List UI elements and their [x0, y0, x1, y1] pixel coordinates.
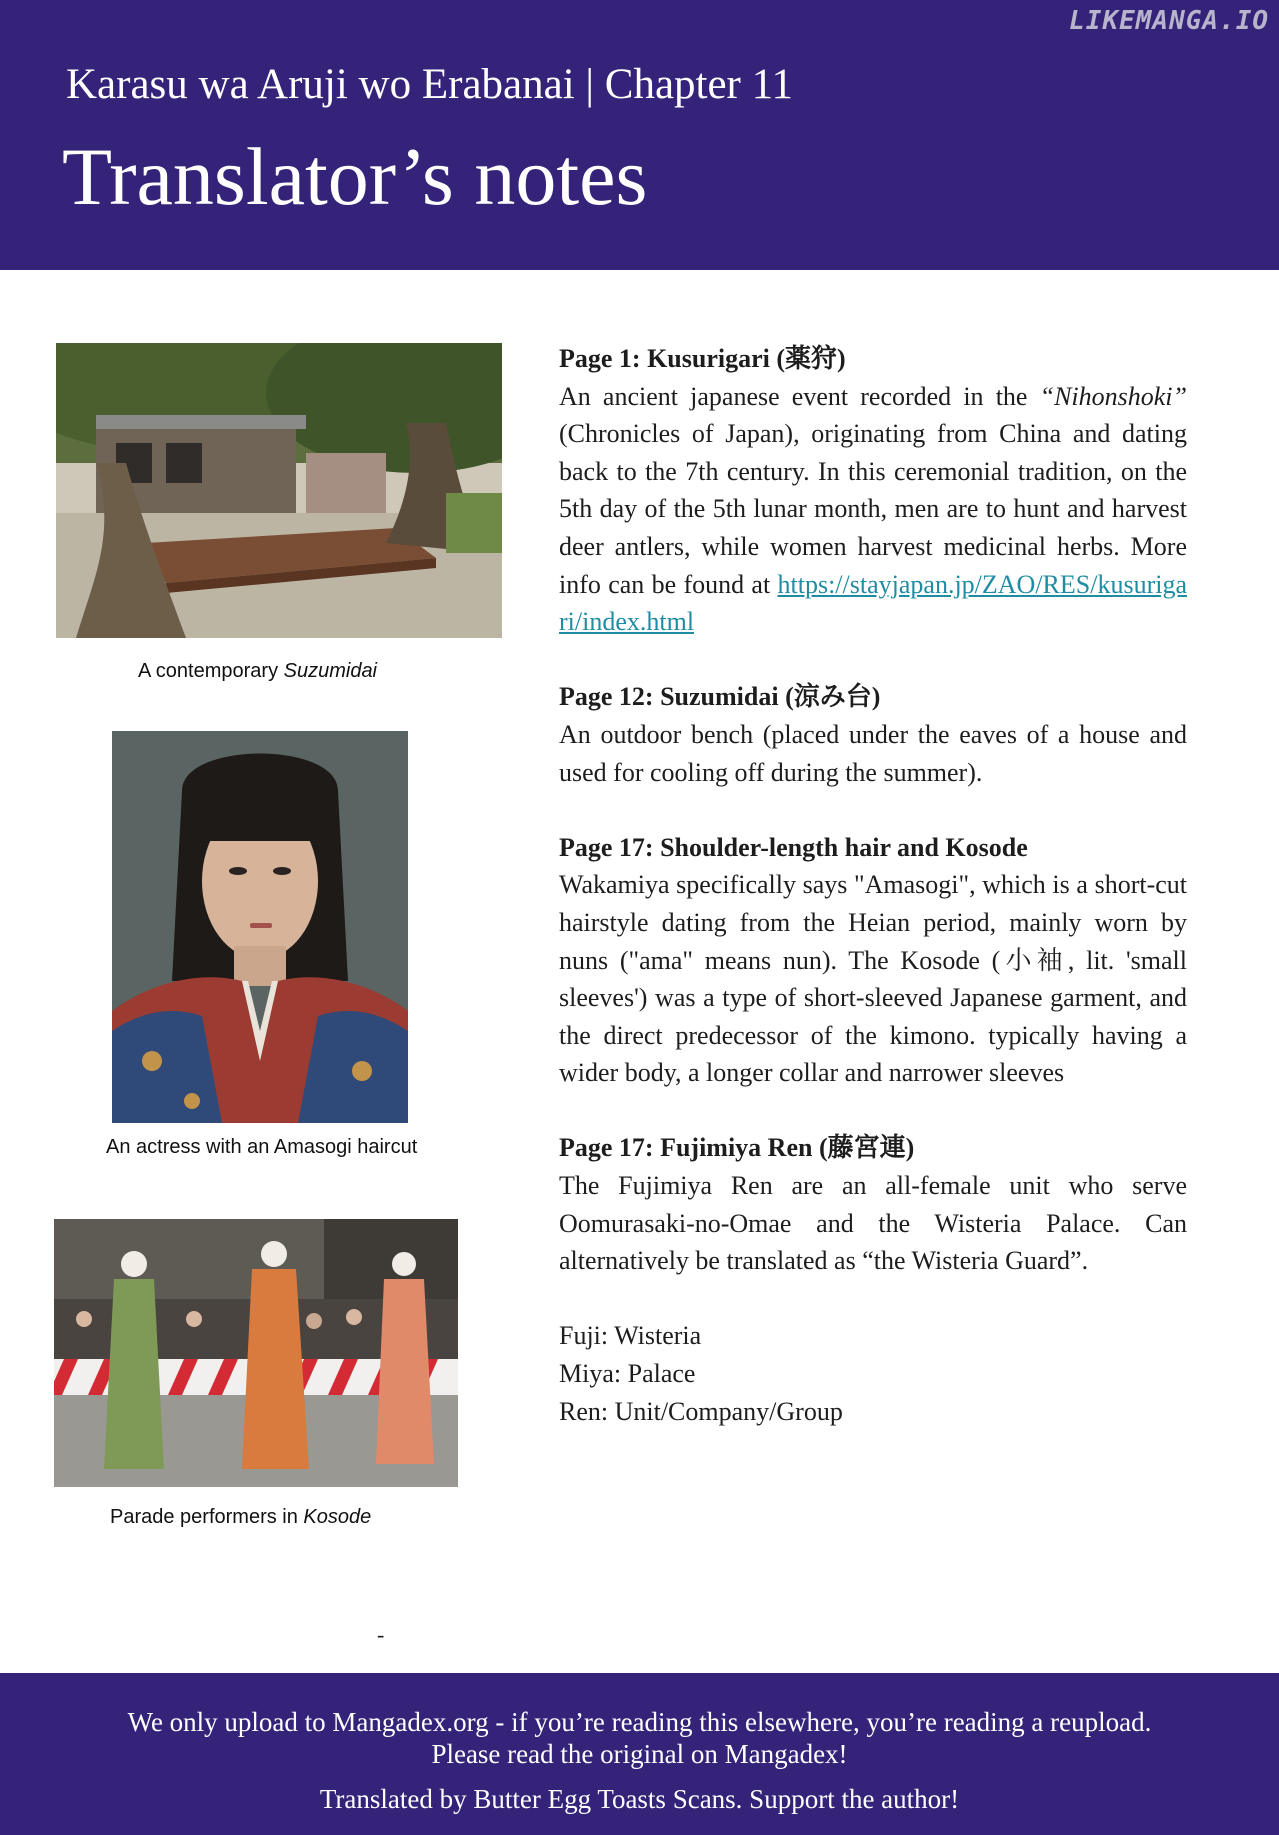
note-text: Wakamiya specifically says "Amasogi", which is a short-cut hairstyle dating from the Heian period, mainly worn by nuns ("ama" means nun). The Kosode (小袖, lit. 'small sleeves') was a type of short-sleeved Japanese garment, and the direct predecessor of the kimono. typically having a wider body, a longer collar and narrower sleeves: [559, 870, 1187, 1088]
chapter-subtitle: Karasu wa Aruji wo Erabanai | Chapter 11: [66, 61, 794, 108]
note-amasogi-kosode: [559, 829, 1187, 1092]
term-fuji: Fuji: Wisteria: [559, 1321, 702, 1351]
note-kusurigari: [559, 340, 1187, 641]
note-title: Page 17: Fujimiya Ren (藤宮連): [559, 1133, 915, 1163]
parade-photo: [54, 1219, 458, 1487]
term-miya: Miya: Palace: [559, 1359, 696, 1389]
note-title: Page 12: Suzumidai (涼み台): [559, 682, 881, 712]
footer-read-original: Please read the original on Mangadex!: [431, 1739, 848, 1769]
footer-banner: [0, 1673, 1279, 1835]
caption-text: An actress with an Amasogi haircut: [106, 1136, 418, 1158]
caption-italic: Kosode: [303, 1506, 372, 1528]
caption-suzumidai: [138, 660, 377, 683]
footer-upload-notice: We only upload to Mangadex.org - if you’re reading this elsewhere, you’re reading a reupload.: [127, 1707, 1152, 1737]
suzumidai-photo: [56, 343, 502, 638]
page-title: Translator’s notes: [62, 131, 648, 222]
caption-italic: Suzumidai: [283, 660, 378, 682]
note-text: An outdoor bench (placed under the eaves of a house and used for cooling off during the summer).: [559, 719, 1187, 787]
caption-text: A contemporary: [138, 660, 284, 682]
kusurigari-info-link[interactable]: https://stayjapan.jp/ZAO/RES/kusurigari/index.html: [559, 569, 1187, 637]
watermark: LIKEMANGA.IO: [1069, 6, 1269, 36]
separator-dash: -: [377, 1622, 385, 1647]
caption-text: Parade performers in: [110, 1506, 304, 1528]
note-text-part: An ancient japanese event recorded in the: [559, 381, 1040, 411]
note-title: Page 17: Shoulder-length hair and Kosode: [559, 832, 1028, 862]
note-text-italic: “Nihonshoki”: [1039, 381, 1187, 411]
note-fujimiya-ren: [559, 1129, 1187, 1430]
header-banner: [0, 0, 1279, 270]
note-title: Page 1: Kusurigari (薬狩): [559, 344, 846, 373]
caption-amasogi: [106, 1136, 417, 1159]
note-text-part: (Chronicles of Japan), originating from China and dating back to the 7th century. In this ceremonial tradition, on the 5th day of the 5th lunar month, men are to hunt and harvest deer antlers, while women harvest medicinal herbs. More info can be found at: [559, 419, 1187, 599]
note-suzumidai: [559, 678, 1187, 791]
footer-credits: Translated by Butter Egg Toasts Scans. Support the author!: [319, 1784, 960, 1814]
note-text: The Fujimiya Ren are an all-female unit who serve Oomurasaki-no-Omae and the Wisteria Palace. Can alternatively be translated as “the Wisteria Guard”.: [559, 1171, 1187, 1276]
actress-portrait-photo: [112, 731, 408, 1123]
caption-kosode: [110, 1506, 371, 1529]
term-ren: Ren: Unit/Company/Group: [559, 1396, 843, 1426]
translator-notes: [559, 340, 1187, 1430]
note-text: [559, 378, 1187, 641]
